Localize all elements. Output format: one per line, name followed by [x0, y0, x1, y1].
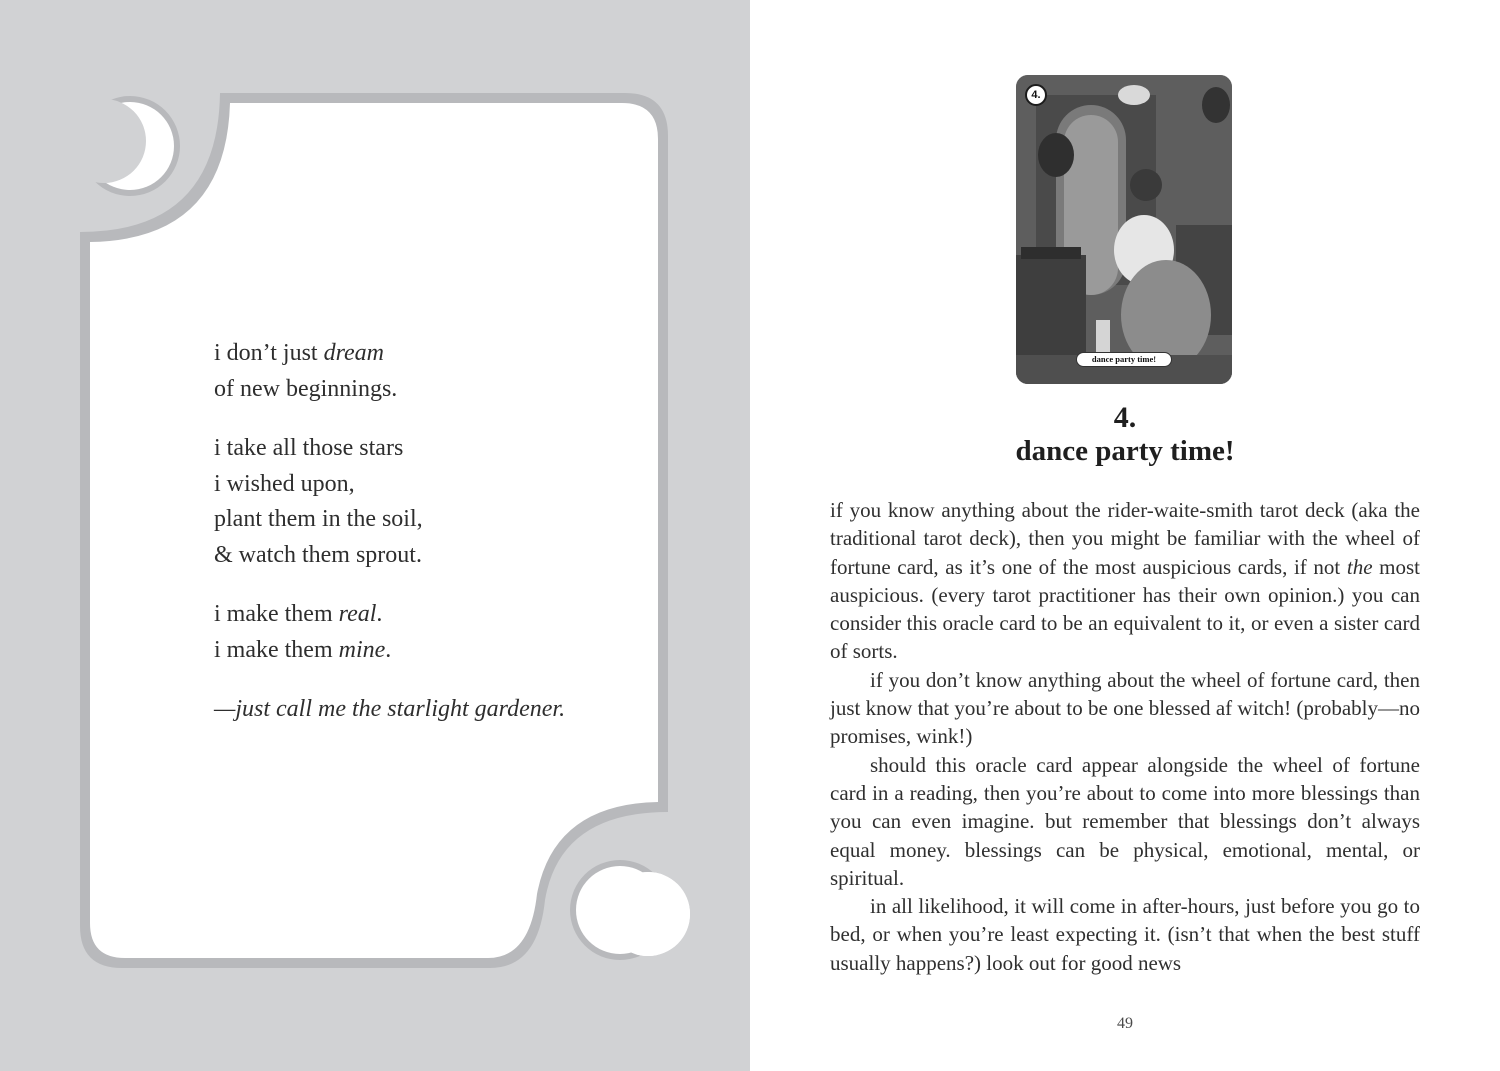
oracle-card-illustration — [1016, 75, 1232, 384]
poem-stanza — [214, 336, 634, 407]
body-paragraph: should this oracle card appear alongside the wheel of fortune card in a reading, then you’re about to come into more blessings than you can even imagine. but remember that blessings don’t always equal money. blessings can be physical, emotional, mental, or spiritual. — [830, 752, 1420, 890]
body-text-run: most auspicious. (every tarot practitioner has their own opinion.) you can consider this oracle card to be an equivalent to it, or even a sister card of sorts. — [830, 554, 1420, 664]
poem-signature: —just call me the starlight gardener. — [214, 696, 566, 722]
poem-text: i don’t just — [214, 340, 324, 366]
poem-line — [214, 597, 634, 633]
crescent-moon-icon — [62, 96, 180, 196]
card-number-badge: 4. — [1025, 84, 1047, 106]
poem-line: i wished upon, — [214, 470, 355, 497]
poem-stanza — [214, 597, 634, 668]
poem-emphasis: real — [338, 601, 377, 627]
body-paragraph: if you don’t know anything about the wheel of fortune card, then just know that you’re about to be one blessed af witch! (probably—no promises, wink!) — [830, 667, 1420, 749]
poem-line: & watch them sprout. — [214, 541, 422, 568]
poem-emphasis: mine — [338, 636, 386, 663]
poem-text: i make them — [214, 601, 339, 627]
card-title: dance party time! — [1015, 435, 1235, 467]
poem-line — [214, 336, 634, 372]
body-paragraph — [830, 496, 1420, 666]
crescent-moon-icon — [570, 860, 690, 960]
body-paragraph: in all likelihood, it will come in after-hours, just before you go to bed, or when you’re least expecting it. (isn’t that when the best stuff usually happens?) look out for good news — [830, 894, 1420, 975]
poem-text: i make them — [214, 636, 339, 663]
body-text-run: if you know anything about the rider-waite-smith tarot deck (aka the traditional tarot deck), then you might be familiar with the wheel of fortune card, as it’s one of the most auspicious cards, if not — [830, 498, 1420, 579]
poem-text: . — [385, 636, 392, 663]
poem — [214, 336, 634, 728]
card-caption: dance party time! — [1076, 352, 1172, 367]
page-number: 49 — [1117, 1015, 1133, 1032]
right-page — [750, 0, 1500, 1071]
card-number-heading: 4. — [1113, 401, 1137, 434]
body-text — [830, 496, 1420, 977]
poem-stanza — [214, 431, 634, 573]
poem-line: of new beginnings. — [214, 375, 398, 402]
poem-line: plant them in the soil, — [214, 506, 423, 532]
poem-line: i take all those stars — [214, 435, 404, 461]
card-artwork — [1016, 75, 1232, 384]
poem-emphasis: dream — [323, 340, 385, 366]
body-emphasis: the — [1346, 554, 1373, 579]
poem-line — [214, 633, 634, 669]
poem-text: . — [376, 601, 383, 627]
